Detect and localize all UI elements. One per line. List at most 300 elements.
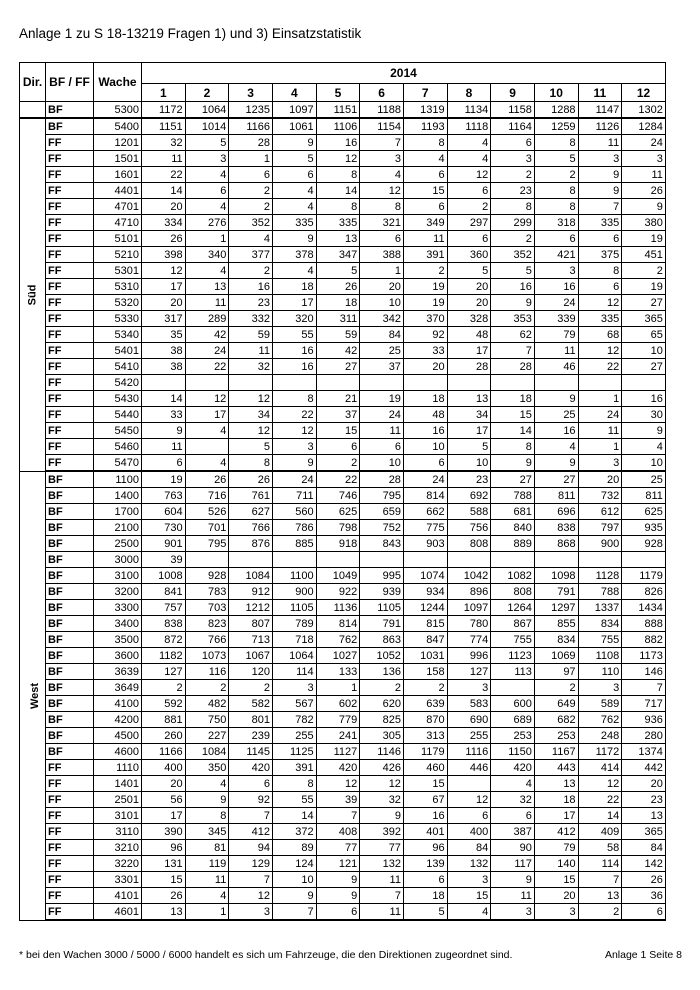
- wache-cell: 5210: [94, 247, 142, 263]
- bf-ff-cell: FF: [46, 439, 94, 455]
- count-cell: 2: [360, 680, 404, 696]
- count-cell: 13: [622, 808, 666, 824]
- bf-ff-cell: FF: [46, 856, 94, 872]
- count-cell: 934: [403, 584, 447, 600]
- count-cell: [185, 375, 229, 391]
- count-cell: 42: [316, 343, 360, 359]
- count-cell: 21: [316, 391, 360, 407]
- bf-ff-cell: FF: [46, 904, 94, 921]
- count-cell: 6: [360, 231, 404, 247]
- count-cell: 10: [622, 343, 666, 359]
- count-cell: 110: [578, 664, 622, 680]
- count-cell: 4: [447, 135, 491, 151]
- count-cell: 33: [142, 407, 186, 423]
- count-cell: 124: [272, 856, 316, 872]
- direction-label: Süd: [26, 284, 39, 306]
- wache-cell: 3600: [94, 648, 142, 664]
- count-cell: 114: [272, 664, 316, 680]
- count-cell: 255: [447, 728, 491, 744]
- count-cell: 13: [578, 888, 622, 904]
- count-cell: 1166: [229, 118, 273, 135]
- count-cell: 885: [272, 536, 316, 552]
- wache-cell: 3101: [94, 808, 142, 824]
- count-cell: 55: [272, 792, 316, 808]
- count-cell: 713: [229, 632, 273, 648]
- count-cell: 1105: [360, 600, 404, 616]
- wache-cell: 2100: [94, 520, 142, 536]
- count-cell: 662: [403, 504, 447, 520]
- count-cell: 12: [185, 391, 229, 407]
- count-cell: 4: [185, 423, 229, 439]
- count-cell: 334: [142, 215, 186, 231]
- dir-header: Dir.: [20, 63, 46, 102]
- count-cell: 253: [534, 728, 578, 744]
- count-cell: 16: [272, 343, 316, 359]
- count-cell: 1193: [403, 118, 447, 135]
- count-cell: 335: [316, 215, 360, 231]
- count-cell: 918: [316, 536, 360, 552]
- table-row: [20, 327, 666, 343]
- month-header: 2: [185, 84, 229, 102]
- bf-ff-cell: BF: [46, 504, 94, 520]
- count-cell: 24: [578, 407, 622, 423]
- count-cell: 20: [142, 199, 186, 215]
- count-cell: 7: [316, 808, 360, 824]
- count-cell: 392: [360, 824, 404, 840]
- count-cell: 922: [316, 584, 360, 600]
- count-cell: 317: [142, 311, 186, 327]
- count-cell: 24: [360, 407, 404, 423]
- count-cell: 27: [491, 471, 535, 488]
- count-cell: 391: [403, 247, 447, 263]
- count-cell: 690: [447, 712, 491, 728]
- count-cell: 756: [447, 520, 491, 536]
- count-cell: 889: [491, 536, 535, 552]
- bf-ff-cell: FF: [46, 455, 94, 472]
- count-cell: 12: [447, 167, 491, 183]
- count-cell: 353: [491, 311, 535, 327]
- count-cell: 3: [578, 151, 622, 167]
- count-cell: 834: [534, 632, 578, 648]
- count-cell: 1235: [229, 102, 273, 119]
- count-cell: 12: [229, 423, 273, 439]
- count-cell: 5: [447, 263, 491, 279]
- count-cell: 7: [360, 135, 404, 151]
- count-cell: 903: [403, 536, 447, 552]
- count-cell: 131: [142, 856, 186, 872]
- count-cell: 34: [229, 407, 273, 423]
- count-cell: 3: [622, 151, 666, 167]
- count-cell: 299: [491, 215, 535, 231]
- table-row: [20, 343, 666, 359]
- count-cell: 18: [534, 792, 578, 808]
- count-cell: 1319: [403, 102, 447, 119]
- count-cell: 23: [622, 792, 666, 808]
- count-cell: 378: [272, 247, 316, 263]
- count-cell: 38: [142, 343, 186, 359]
- count-cell: 22: [578, 792, 622, 808]
- count-cell: 12: [272, 423, 316, 439]
- count-cell: 9: [272, 135, 316, 151]
- count-cell: 1105: [272, 600, 316, 616]
- count-cell: 1434: [622, 600, 666, 616]
- count-cell: 639: [403, 696, 447, 712]
- month-header: 1: [142, 84, 186, 102]
- count-cell: 1: [578, 391, 622, 407]
- page-title: Anlage 1 zu S 18-13219 Fragen 1) und 3) Einsatzstatistik: [19, 26, 362, 41]
- bf-ff-cell: BF: [46, 616, 94, 632]
- count-cell: 335: [578, 311, 622, 327]
- count-cell: 1244: [403, 600, 447, 616]
- count-cell: 1049: [316, 568, 360, 584]
- count-cell: 882: [622, 632, 666, 648]
- count-cell: 4: [185, 167, 229, 183]
- count-cell: 1097: [447, 600, 491, 616]
- count-cell: 939: [360, 584, 404, 600]
- count-cell: 1125: [272, 744, 316, 760]
- count-cell: 8: [534, 183, 578, 199]
- count-cell: 133: [316, 664, 360, 680]
- month-header: 12: [622, 84, 666, 102]
- table-row: [20, 504, 666, 520]
- bf-ff-header: BF / FF: [46, 63, 94, 102]
- count-cell: 16: [534, 423, 578, 439]
- count-cell: [316, 375, 360, 391]
- count-cell: 12: [578, 776, 622, 792]
- count-cell: 774: [447, 632, 491, 648]
- count-cell: 3: [534, 904, 578, 921]
- table-row: [20, 279, 666, 295]
- bf-ff-cell: FF: [46, 407, 94, 423]
- count-cell: 840: [491, 520, 535, 536]
- count-cell: 9: [360, 808, 404, 824]
- count-cell: 132: [447, 856, 491, 872]
- count-cell: 370: [403, 311, 447, 327]
- count-cell: 20: [447, 295, 491, 311]
- count-cell: 732: [578, 488, 622, 504]
- count-cell: 1297: [534, 600, 578, 616]
- count-cell: 1146: [360, 744, 404, 760]
- count-cell: 113: [491, 664, 535, 680]
- count-cell: 3: [272, 439, 316, 455]
- wache-cell: 5400: [94, 118, 142, 135]
- count-cell: 811: [622, 488, 666, 504]
- wache-cell: 3649: [94, 680, 142, 696]
- table-row: [20, 135, 666, 151]
- count-cell: 27: [534, 471, 578, 488]
- count-cell: 132: [360, 856, 404, 872]
- count-cell: 345: [185, 824, 229, 840]
- count-cell: 1106: [316, 118, 360, 135]
- count-cell: 1136: [316, 600, 360, 616]
- table-row: [20, 856, 666, 872]
- bf-ff-cell: FF: [46, 760, 94, 776]
- count-cell: 20: [578, 471, 622, 488]
- count-cell: 1337: [578, 600, 622, 616]
- count-cell: 24: [622, 135, 666, 151]
- count-cell: 750: [185, 712, 229, 728]
- count-cell: 855: [534, 616, 578, 632]
- count-cell: 2: [534, 167, 578, 183]
- count-cell: 6: [622, 904, 666, 921]
- count-cell: 814: [316, 616, 360, 632]
- bf-ff-cell: FF: [46, 776, 94, 792]
- count-cell: 15: [534, 872, 578, 888]
- count-cell: 1151: [142, 118, 186, 135]
- count-cell: 4: [272, 263, 316, 279]
- count-cell: 35: [142, 327, 186, 343]
- direction-cell: [20, 471, 46, 920]
- count-cell: 2: [229, 680, 273, 696]
- count-cell: 807: [229, 616, 273, 632]
- count-cell: [578, 552, 622, 568]
- month-header: 4: [272, 84, 316, 102]
- bf-ff-cell: BF: [46, 648, 94, 664]
- count-cell: 696: [534, 504, 578, 520]
- count-cell: 8: [534, 135, 578, 151]
- count-cell: 398: [142, 247, 186, 263]
- table-row: [20, 118, 666, 135]
- count-cell: [534, 375, 578, 391]
- count-cell: 1259: [534, 118, 578, 135]
- count-cell: 129: [229, 856, 273, 872]
- bf-ff-cell: BF: [46, 632, 94, 648]
- count-cell: 10: [622, 455, 666, 472]
- count-cell: 26: [185, 471, 229, 488]
- count-cell: 19: [403, 295, 447, 311]
- count-cell: 4: [272, 183, 316, 199]
- wache-cell: 4710: [94, 215, 142, 231]
- count-cell: 592: [142, 696, 186, 712]
- count-cell: 13: [447, 391, 491, 407]
- count-cell: 757: [142, 600, 186, 616]
- count-cell: 6: [403, 167, 447, 183]
- count-cell: 77: [316, 840, 360, 856]
- count-cell: 1097: [272, 102, 316, 119]
- count-cell: 912: [229, 584, 273, 600]
- count-cell: 25: [534, 407, 578, 423]
- count-cell: 3: [360, 151, 404, 167]
- count-cell: 1: [316, 680, 360, 696]
- count-cell: 2: [142, 680, 186, 696]
- count-cell: 22: [316, 471, 360, 488]
- count-cell: 297: [447, 215, 491, 231]
- count-cell: 8: [272, 776, 316, 792]
- table-row: [20, 712, 666, 728]
- count-cell: 701: [185, 520, 229, 536]
- bf-ff-cell: FF: [46, 311, 94, 327]
- count-cell: 20: [360, 279, 404, 295]
- count-cell: 8: [534, 199, 578, 215]
- count-cell: 9: [578, 183, 622, 199]
- count-cell: [491, 552, 535, 568]
- count-cell: 127: [447, 664, 491, 680]
- count-cell: 15: [316, 423, 360, 439]
- count-cell: 1173: [622, 648, 666, 664]
- count-cell: 6: [229, 776, 273, 792]
- count-cell: 92: [229, 792, 273, 808]
- count-cell: 863: [360, 632, 404, 648]
- count-cell: 65: [622, 327, 666, 343]
- count-cell: 1: [360, 263, 404, 279]
- count-cell: 928: [185, 568, 229, 584]
- count-cell: 6: [272, 167, 316, 183]
- count-cell: 782: [272, 712, 316, 728]
- month-header: 3: [229, 84, 273, 102]
- table-row: [20, 520, 666, 536]
- count-cell: 28: [447, 359, 491, 375]
- count-cell: 81: [185, 840, 229, 856]
- count-cell: 843: [360, 536, 404, 552]
- count-cell: 22: [142, 167, 186, 183]
- count-cell: 421: [534, 247, 578, 263]
- count-cell: 1302: [622, 102, 666, 119]
- count-cell: 313: [403, 728, 447, 744]
- bf-ff-cell: FF: [46, 279, 94, 295]
- count-cell: 26: [622, 183, 666, 199]
- count-cell: 588: [447, 504, 491, 520]
- count-cell: 627: [229, 504, 273, 520]
- count-cell: 868: [534, 536, 578, 552]
- bf-ff-cell: BF: [46, 696, 94, 712]
- count-cell: 625: [622, 504, 666, 520]
- count-cell: 16: [534, 279, 578, 295]
- count-cell: 5: [403, 904, 447, 921]
- bf-ff-cell: FF: [46, 872, 94, 888]
- count-cell: 659: [360, 504, 404, 520]
- count-cell: 775: [403, 520, 447, 536]
- month-header: 10: [534, 84, 578, 102]
- count-cell: 526: [185, 504, 229, 520]
- count-cell: 139: [403, 856, 447, 872]
- count-cell: 16: [403, 423, 447, 439]
- table-row: [20, 488, 666, 504]
- count-cell: [622, 375, 666, 391]
- count-cell: 5: [447, 439, 491, 455]
- count-cell: 4: [360, 167, 404, 183]
- wache-cell: 5320: [94, 295, 142, 311]
- count-cell: [447, 552, 491, 568]
- count-cell: 798: [316, 520, 360, 536]
- count-cell: 48: [447, 327, 491, 343]
- count-cell: 305: [360, 728, 404, 744]
- count-cell: 780: [447, 616, 491, 632]
- count-cell: 995: [360, 568, 404, 584]
- count-cell: 11: [185, 295, 229, 311]
- count-cell: 332: [229, 311, 273, 327]
- count-cell: 7: [229, 808, 273, 824]
- count-cell: 2: [534, 680, 578, 696]
- count-cell: 779: [316, 712, 360, 728]
- statistics-table: [19, 62, 666, 921]
- count-cell: 901: [142, 536, 186, 552]
- bf-ff-cell: FF: [46, 263, 94, 279]
- wache-cell: 1501: [94, 151, 142, 167]
- count-cell: 766: [185, 632, 229, 648]
- count-cell: [360, 552, 404, 568]
- wache-cell: 5101: [94, 231, 142, 247]
- count-cell: 420: [491, 760, 535, 776]
- count-cell: 420: [316, 760, 360, 776]
- count-cell: 39: [316, 792, 360, 808]
- month-header: 6: [360, 84, 404, 102]
- direction-cell: [20, 118, 46, 471]
- count-cell: [229, 375, 273, 391]
- count-cell: 4: [229, 231, 273, 247]
- count-cell: 6: [403, 455, 447, 472]
- count-cell: 560: [272, 504, 316, 520]
- count-cell: 79: [534, 840, 578, 856]
- count-cell: 24: [534, 295, 578, 311]
- count-cell: 25: [622, 471, 666, 488]
- count-cell: 900: [578, 536, 622, 552]
- count-cell: 13: [534, 776, 578, 792]
- count-cell: 22: [578, 359, 622, 375]
- month-header: 9: [491, 84, 535, 102]
- table-row: [20, 102, 666, 119]
- count-cell: 121: [316, 856, 360, 872]
- table-row: [20, 888, 666, 904]
- count-cell: 16: [622, 391, 666, 407]
- count-cell: 3: [491, 151, 535, 167]
- count-cell: 97: [534, 664, 578, 680]
- count-cell: 1172: [578, 744, 622, 760]
- table-row: [20, 632, 666, 648]
- table-row: [20, 455, 666, 472]
- bf-ff-cell: FF: [46, 359, 94, 375]
- count-cell: 27: [316, 359, 360, 375]
- count-cell: 7: [622, 680, 666, 696]
- bf-ff-cell: BF: [46, 118, 94, 135]
- count-cell: 451: [622, 247, 666, 263]
- count-cell: 716: [185, 488, 229, 504]
- bf-ff-cell: FF: [46, 375, 94, 391]
- count-cell: 711: [272, 488, 316, 504]
- count-cell: 318: [534, 215, 578, 231]
- month-header: 11: [578, 84, 622, 102]
- count-cell: 9: [578, 167, 622, 183]
- count-cell: 260: [142, 728, 186, 744]
- count-cell: 2: [403, 263, 447, 279]
- count-cell: 9: [142, 423, 186, 439]
- count-cell: 114: [578, 856, 622, 872]
- count-cell: 28: [491, 359, 535, 375]
- count-cell: 11: [360, 423, 404, 439]
- count-cell: 23: [229, 295, 273, 311]
- count-cell: 15: [403, 183, 447, 199]
- count-cell: 48: [403, 407, 447, 423]
- bf-ff-cell: FF: [46, 183, 94, 199]
- count-cell: 5: [185, 135, 229, 151]
- count-cell: 15: [142, 872, 186, 888]
- count-cell: 67: [403, 792, 447, 808]
- count-cell: 1128: [578, 568, 622, 584]
- count-cell: 119: [185, 856, 229, 872]
- count-cell: 612: [578, 504, 622, 520]
- count-cell: 365: [622, 311, 666, 327]
- count-cell: 2: [578, 904, 622, 921]
- count-cell: 17: [142, 279, 186, 295]
- count-cell: 20: [142, 295, 186, 311]
- count-cell: 766: [229, 520, 273, 536]
- count-cell: 22: [185, 359, 229, 375]
- count-cell: 142: [622, 856, 666, 872]
- count-cell: [403, 552, 447, 568]
- table-row: [20, 215, 666, 231]
- count-cell: 4: [447, 151, 491, 167]
- table-row: [20, 552, 666, 568]
- table-row: [20, 840, 666, 856]
